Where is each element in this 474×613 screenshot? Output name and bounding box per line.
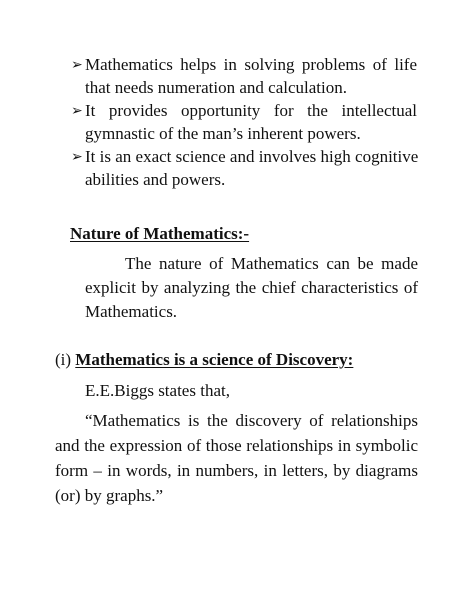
bullet-3-line-2: abilities and powers. — [85, 170, 226, 189]
bullet-2-line-2: gymnastic of the man’s inherent powers. — [85, 124, 361, 143]
bullet-arrow-icon: ➢ — [71, 57, 83, 73]
bullet-arrow-icon: ➢ — [71, 149, 83, 165]
quote-line-1: “Mathematics is the discovery of relationships — [85, 411, 418, 430]
attribution-line: E.E.Biggs states that, — [85, 381, 230, 400]
quote-line-3: form – in words, in numbers, in letters, by diagrams — [55, 461, 418, 480]
nature-paragraph-line-1: The nature of Mathematics can be made — [125, 254, 418, 273]
section-heading-discovery: Mathematics is a science of Discovery: — [75, 350, 354, 369]
bullet-1-line-1: Mathematics helps in solving problems of life — [85, 55, 417, 74]
bullet-2-line-1: It provides opportunity for the intellectual — [85, 101, 417, 120]
section-heading-nature: Nature of Mathematics:- — [70, 224, 250, 243]
nature-paragraph-line-2: explicit by analyzing the chief characteristics of — [85, 278, 418, 297]
nature-paragraph-line-3: Mathematics. — [85, 302, 178, 321]
section-number: (i) — [55, 350, 72, 369]
bullet-arrow-icon: ➢ — [71, 103, 83, 119]
quote-line-4: (or) by graphs.” — [55, 486, 164, 505]
bullet-3-line-1: It is an exact science and involves high cognitive — [85, 147, 419, 166]
section-discovery-title — [55, 350, 353, 370]
bullet-1-line-2: that needs numeration and calculation. — [85, 78, 347, 97]
quote-line-2: and the expression of those relationships in symbolic — [55, 436, 418, 455]
